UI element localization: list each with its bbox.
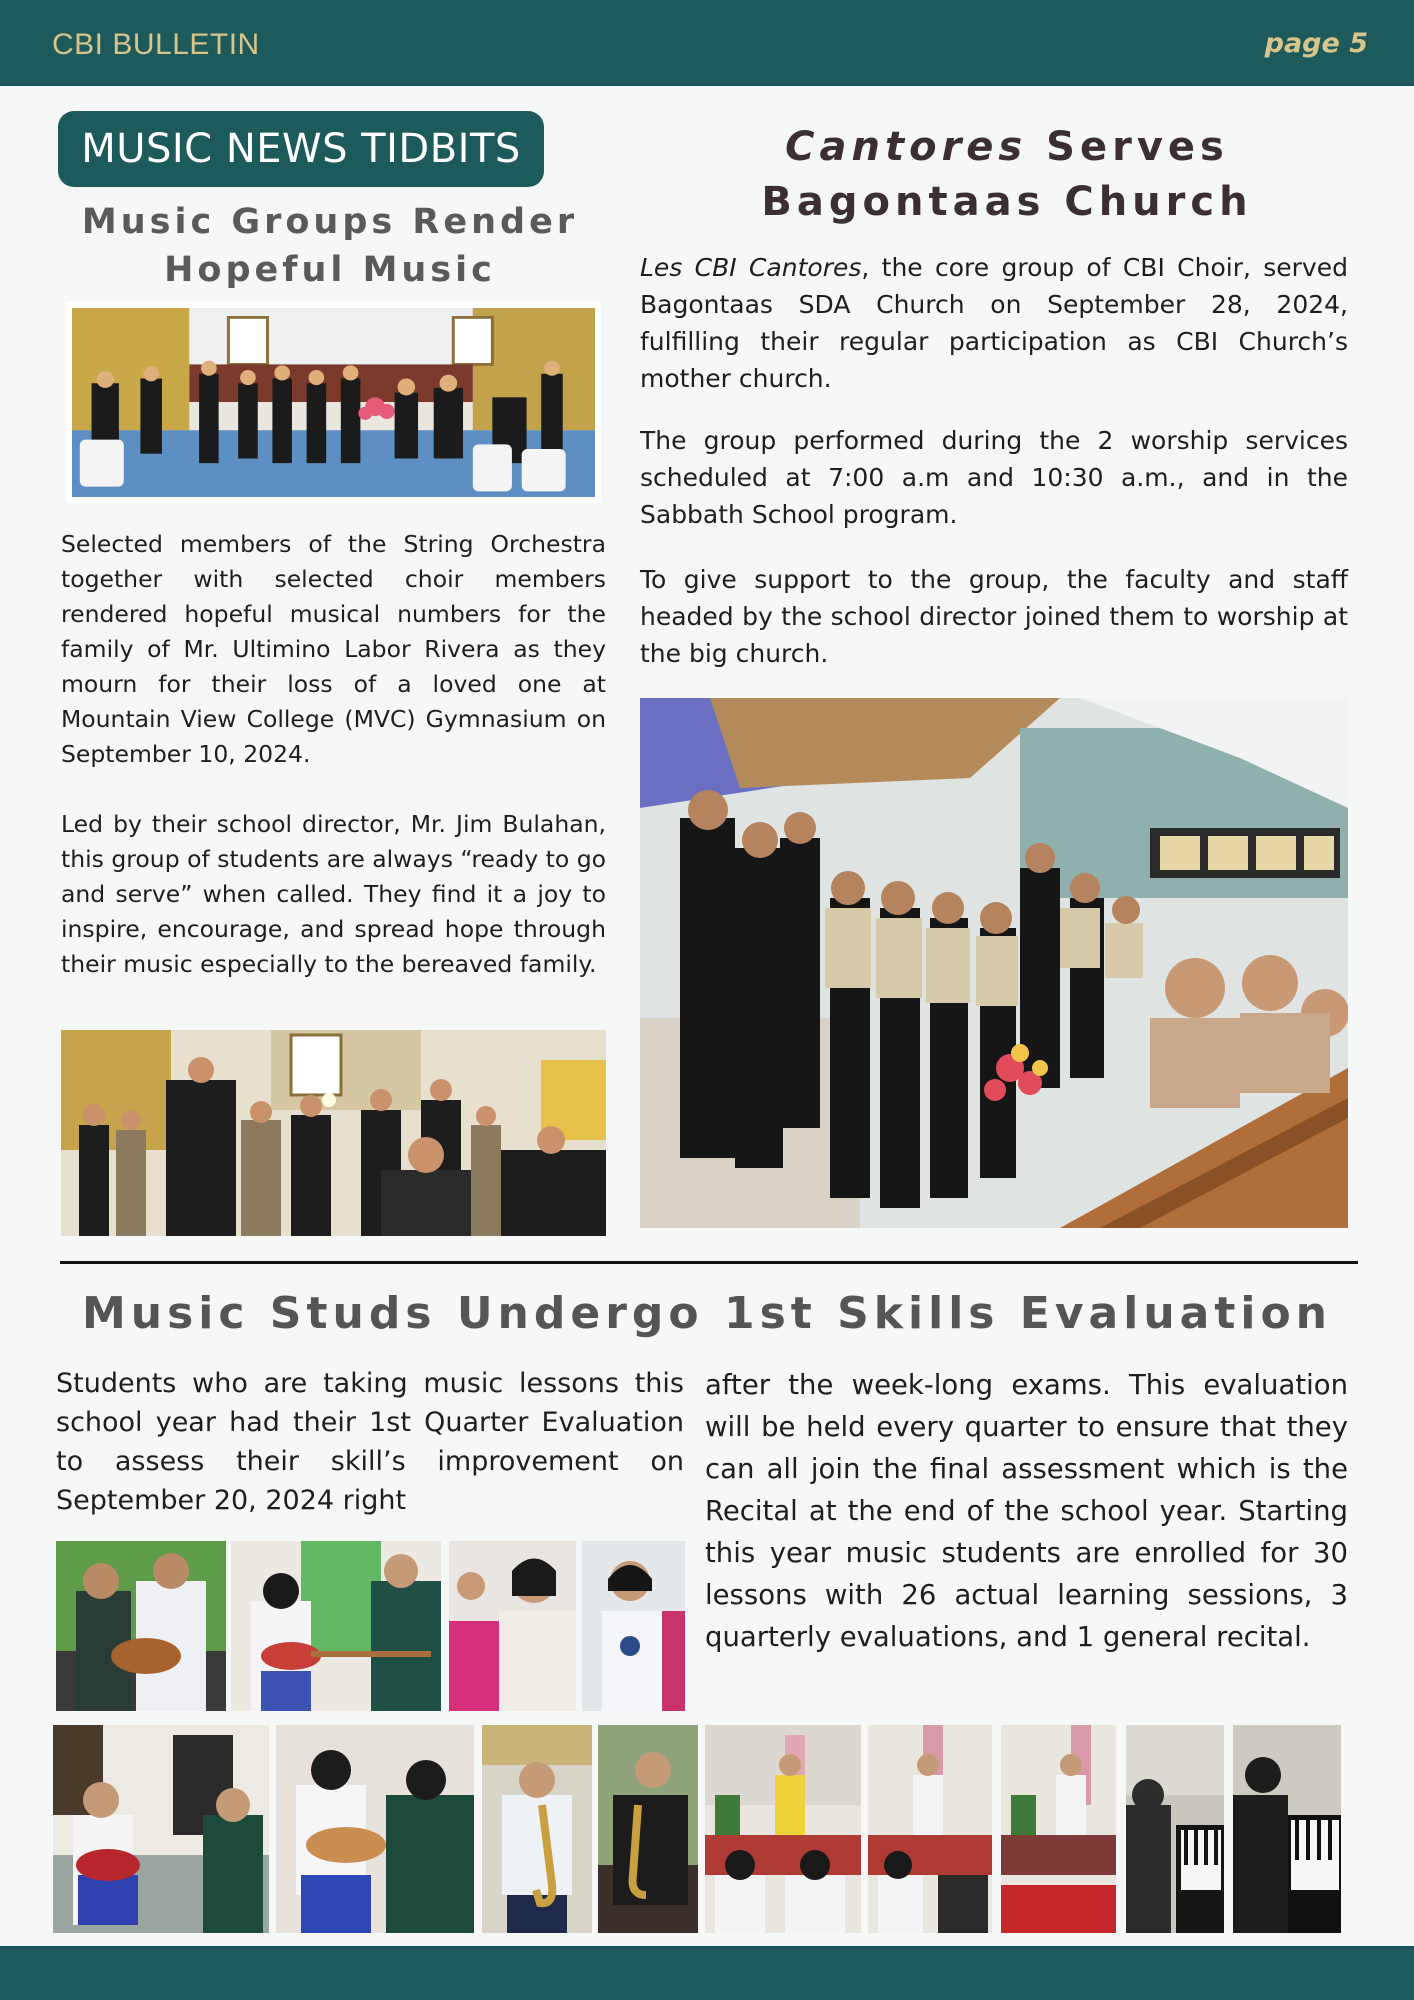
- piano-photo-1: [1126, 1725, 1224, 1933]
- saxophone-photo-2: [598, 1725, 698, 1933]
- left-paragraph-2: Led by their school director, Mr. Jim Bulahan, this group of students are always “ready to go and serve” when called. They find it a joy to inspire, encourage, and spread hope through their music especially to the bereaved family.: [61, 810, 606, 978]
- footer-bar: [0, 1946, 1414, 2000]
- left-paragraph-1: Selected members of the String Orchestra together with selected choir members rendered hopeful musical numbers for the family of Mr. Ultimino Labor Rivera as they mourn for their loss of a loved one at Mountain View College (MVC) Gymnasium on September 10, 2024.: [61, 530, 606, 768]
- guitar-lesson-photo-3: [53, 1725, 269, 1933]
- choir-church-photo: [640, 698, 1348, 1228]
- right-headline-line1: [640, 120, 1374, 175]
- section-tag: MUSIC NEWS TIDBITS: [58, 111, 544, 187]
- violin-photo-1: [705, 1725, 861, 1933]
- section-divider: [60, 1261, 1358, 1264]
- left-article-headline: [60, 198, 600, 294]
- page-number: page 5: [1264, 28, 1368, 59]
- guitar-lesson-photo-1: [56, 1541, 226, 1711]
- vocal-evaluation-photo: [449, 1541, 576, 1711]
- header-bar: [0, 0, 1414, 86]
- right-paragraph-3: To give support to the group, the faculty and staff headed by the school director joined them to worship at the big church.: [640, 565, 1348, 668]
- right-paragraph-2: The group performed during the 2 worship services scheduled at 7:00 a.m and 10:30 a.m., and in the Sabbath School program.: [640, 426, 1348, 529]
- group-with-family-photo: [61, 1030, 606, 1236]
- right-article-headline: [640, 120, 1374, 230]
- right-headline-line2: Bagontaas Church: [761, 179, 1253, 225]
- guitar-lesson-photo-2: [231, 1541, 441, 1711]
- bottom-column-1: Students who are taking music lessons this school year had their 1st Quarter Evaluation to assess their skill’s improvement on September 20, 2024 right: [56, 1368, 684, 1516]
- bottom-article-headline: Music Studs Undergo 1st Skills Evaluation: [81, 1288, 1333, 1339]
- violin-photo-2: [868, 1725, 992, 1933]
- student-portrait-photo: [582, 1541, 685, 1711]
- piano-photo-2: [1233, 1725, 1341, 1933]
- right-headline-rest: Serves: [1027, 124, 1229, 170]
- right-paragraph-1-text: , the core group of CBI Choir, served Bagontaas SDA Church on September 28, 2024, fulfilling their regular participation as CBI Church’s mother church.: [640, 253, 1348, 393]
- right-headline-italic: Cantores: [785, 124, 1028, 170]
- guitar-lesson-photo-4: [276, 1725, 474, 1933]
- bottom-column-2: after the week-long exams. This evaluation will be held every quarter to ensure that they can all join the final assessment which is the Recital at the end of the school year. Starting this year music students are enrolled for 30 lessons with 26 actual learning sessions, 3 quarterly evaluations, and 1 general recital.: [705, 1369, 1348, 1653]
- violin-photo-3: [1001, 1725, 1116, 1933]
- left-headline-line2: Hopeful Music: [164, 250, 496, 290]
- bulletin-title: CBI BULLETIN: [52, 28, 260, 61]
- string-orchestra-photo: [66, 302, 601, 503]
- saxophone-photo-1: [482, 1725, 592, 1933]
- cantores-name: Les CBI Cantores: [640, 253, 862, 282]
- right-paragraph-1: [640, 249, 1348, 397]
- left-headline-line1: Music Groups Render: [81, 202, 579, 242]
